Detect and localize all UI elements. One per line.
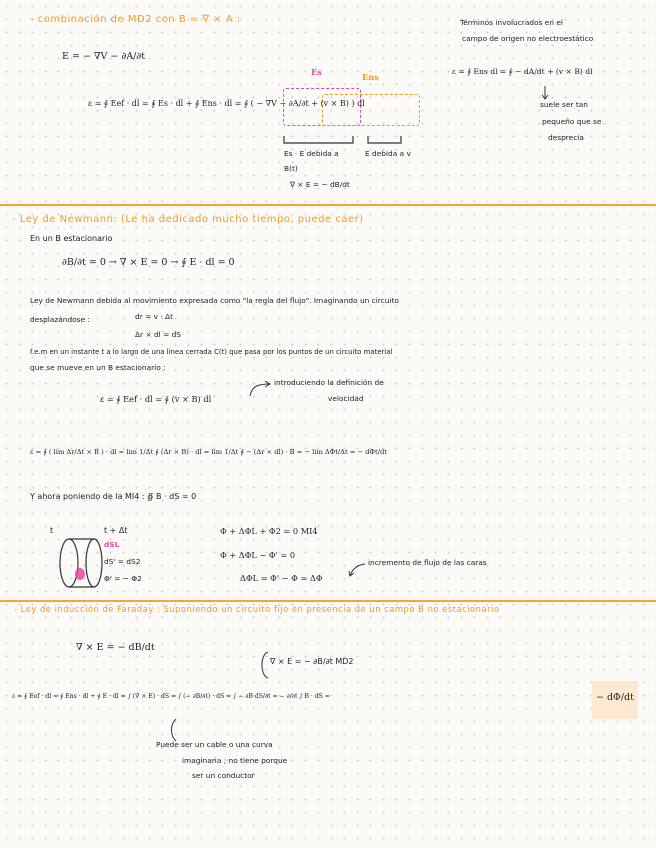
note-ens: E debida a v <box>365 149 411 158</box>
side-note-1: suele ser tan <box>540 100 588 109</box>
section2-heading: - Ley de Newmann: (Le ha dedicado mucho tiempo, puede caer) <box>12 214 364 225</box>
faraday-chain-equation: ε = ∮ Eef · dl = ∮ Ens · dl + ∮ E · dl = ∫ (∇ × E) · dS = ∫ (− ∂B/∂t) · dS = ∫ − ∂B dS/∂t = − ∂/∂t ∫ B · dS = <box>12 693 330 700</box>
newmann-paragraph-3: f.e.m en un instante t a lo largo de una línea cerrada C(t) que pasa por los puntos de un circuito material <box>30 348 393 356</box>
md2-brace <box>256 650 270 680</box>
note-es-2: B(t) <box>284 164 298 173</box>
circuit-cylinder-figure <box>58 536 104 592</box>
electric-field-equation: E = − ∇V − ∂A/∂t <box>62 51 146 62</box>
side-title-2: campo de origen no electroestático <box>462 34 594 43</box>
mi4-intro: Y ahora poniendo de la MI4 : ∯ B · dS = 0 <box>30 492 197 501</box>
figure-label-t: t <box>50 526 54 535</box>
es-bracket <box>283 134 423 148</box>
side-arrow <box>542 86 548 100</box>
emf-chain-equation: ε = ∮ Eef · dl = ∮ Es · dl + ∮ Ens · dl = ∮ ( − ∇V − ∂A/∂t + (v × B) ) dl <box>88 99 365 108</box>
flux-annotation: incremento de flujo de las caras <box>368 558 487 567</box>
stationary-b-line: En un B estacionario <box>30 234 113 243</box>
faraday-result: − dΦ/dt <box>596 692 634 703</box>
label-ens: Ens <box>362 72 379 82</box>
displacement-eq-1: dr = v · Δt <box>135 312 173 321</box>
section1-heading: - combinación de MD2 con B = ∇ × A : <box>30 14 241 25</box>
annotation-arrow <box>248 380 272 398</box>
displacement-eq-2: Δr × dl = dS <box>135 330 182 339</box>
section-divider-2 <box>0 600 656 602</box>
side-note-3: desprecia <box>548 133 584 142</box>
note-es-1: Es · E debida a <box>284 149 339 158</box>
annotation-2: velocidad <box>328 394 364 403</box>
figure-label-tdt: t + Δt <box>104 526 128 535</box>
flux-equation-3: ΔΦL = Φ' − Φ = ΔΦ <box>240 573 323 583</box>
newmann-paragraph-4: que se mueve en un B estacionario : <box>30 363 166 372</box>
figure-label-ds: dSL <box>104 540 120 549</box>
faraday-note-3: ser un conductor <box>192 771 255 780</box>
emf-definition: ε = ∮ Eef · dl = ∮ (v × B) dl <box>100 394 212 404</box>
side-note-2: pequeño que se <box>542 117 602 126</box>
faraday-note-1: Puede ser un cable o una curva <box>156 740 273 749</box>
newmann-paragraph-1: Ley de Newmann debida al movimiento expresada como "la regla del flujo". Imaginando un circuito <box>30 296 399 305</box>
section-divider-1 <box>0 204 656 206</box>
newmann-long-equation: ε = ∮ ( lim Δr/Δt × B ) · dl = lim 1/Δt ∮ (Δr × B) · dl = lim 1/Δt ∮ − (Δr × dl) · B = − lim ΔΦt/Δt = − dΦt/dt <box>30 448 387 456</box>
newmann-paragraph-2a: desplazándose : <box>30 315 90 324</box>
side-title-1: Términos involucrados en el <box>460 18 563 27</box>
stationary-equation: ∂B/∂t = 0 → ∇ × E = 0 → ∮ E · dl = 0 <box>62 257 235 268</box>
figure-eq-1: dS' = dS2 <box>104 557 141 566</box>
faraday-note-brace <box>166 718 180 742</box>
flux-equation-2: Φ + ΔΦL − Φ' = 0 <box>220 550 296 560</box>
md2-equation: ∇ × E = − ∂B/∂t MD2 <box>270 657 354 666</box>
label-es: Es <box>311 67 322 77</box>
faraday-curl-equation: ∇ × E = − dB/dt <box>76 642 155 653</box>
side-equation: ε = ∮ Ens dl = ∮ − dA/dt + (v × B) dl <box>452 67 593 76</box>
section3-heading: - Ley de inducción de Faraday : Suponiendo un circuito fijo en presencia de un campo B no estacionario <box>14 604 500 614</box>
faraday-note-2: imaginaria ; no tiene porque <box>182 756 288 765</box>
figure-eq-2: Φ' = − Φ2 <box>104 574 142 583</box>
flux-annotation-arrow <box>348 562 366 578</box>
annotation-1: introduciendo la definición de <box>274 378 384 387</box>
flux-equation-1: Φ + ΔΦL + Φ2 = 0 MI4 <box>220 526 318 536</box>
note-es-3: ∇ × E = − dB/dt <box>290 180 350 189</box>
